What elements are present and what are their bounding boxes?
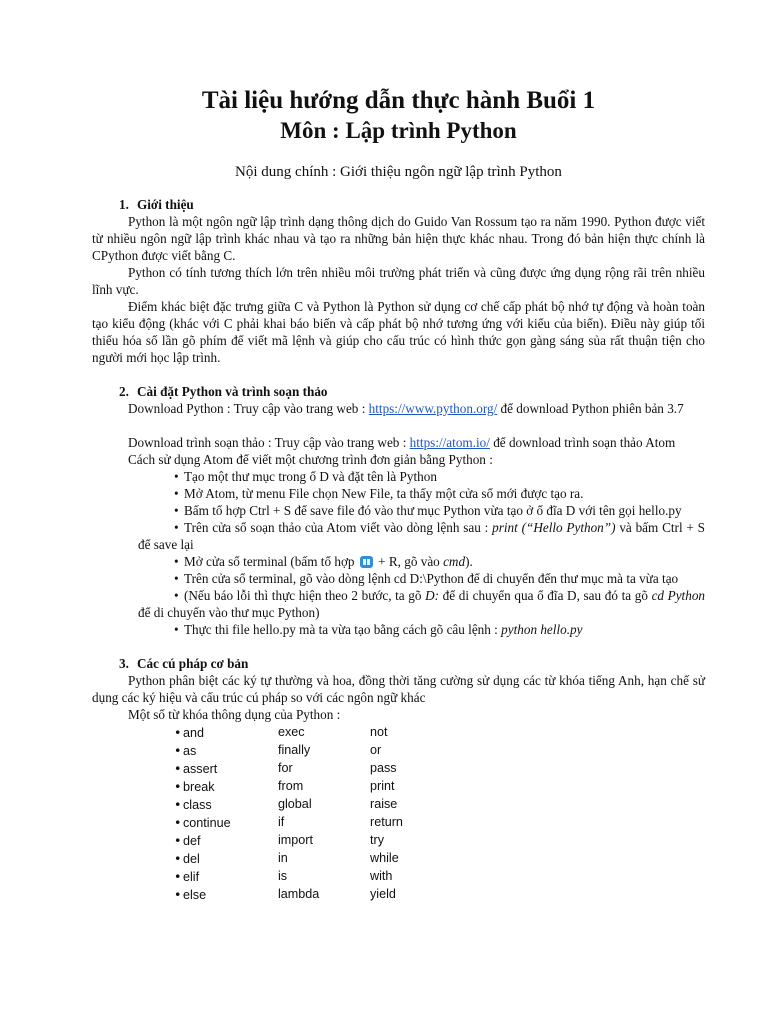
keyword-cell xyxy=(278,760,370,778)
keyword-cell xyxy=(278,868,370,886)
table-row xyxy=(174,760,403,778)
section-2-heading xyxy=(119,383,705,400)
table-row xyxy=(174,814,403,832)
text: Download trình soạn thảo : Truy cập vào trang web : xyxy=(128,435,410,450)
text: Tạo một thư mục trong ổ D và đặt tên là Python xyxy=(184,469,437,484)
bullet-icon: • xyxy=(174,761,182,776)
keyword-cell xyxy=(278,886,370,904)
list-item xyxy=(92,553,705,570)
keyword: yield xyxy=(370,887,396,901)
bullet-icon: • xyxy=(174,887,182,902)
keyword-cell xyxy=(278,850,370,868)
text: để di chuyển vào thư mục Python) xyxy=(138,605,320,620)
keyword: is xyxy=(278,869,288,883)
spacer xyxy=(92,366,705,383)
section-3-heading xyxy=(119,655,705,672)
keyword: break xyxy=(183,780,215,794)
spacer xyxy=(92,638,705,655)
list-item xyxy=(92,519,705,553)
keyword: for xyxy=(278,761,293,775)
download-atom-paragraph xyxy=(92,434,705,451)
bullet-icon: • xyxy=(174,520,179,535)
keyword: if xyxy=(278,815,285,829)
keyword: not xyxy=(370,725,388,739)
text: Mở Atom, từ menu File chọn New File, ta thấy một cửa sổ mới được tạo ra. xyxy=(184,486,584,501)
document-title: Tài liệu hướng dẫn thực hành Buổi 1 xyxy=(201,87,596,114)
keyword-cell xyxy=(278,724,370,742)
section-1-heading xyxy=(119,196,705,213)
bullet-icon: • xyxy=(174,851,182,866)
keyword: from xyxy=(278,779,304,793)
keyword-cell xyxy=(278,742,370,760)
keyword: with xyxy=(370,869,393,883)
paragraph: Python phân biệt các ký tự thường và hoa, đồng thời tăng cường sử dụng các từ khóa tiếng Anh, hạn chế sử dụng các ký hiệu và cấu trúc cú pháp so với các ngôn ngữ khác xyxy=(92,673,705,705)
keyword: del xyxy=(183,852,200,866)
code-text: cd Python xyxy=(651,588,706,603)
keyword: def xyxy=(183,834,201,848)
keyword-cell xyxy=(174,850,278,868)
text: Mở cửa sổ terminal (bấm tổ hợp xyxy=(184,554,358,569)
keyword: elif xyxy=(183,870,200,884)
keyword-cell xyxy=(370,778,403,796)
keyword-cell xyxy=(174,796,278,814)
text: Trên cửa sổ soạn thảo của Atom viết vào dòng lệnh sau : xyxy=(184,520,493,535)
bullet-icon: • xyxy=(174,503,179,518)
keyword-cell xyxy=(370,796,403,814)
bullet-icon: • xyxy=(174,622,179,637)
keywords-table-body xyxy=(174,724,403,904)
code-text: cmd xyxy=(443,554,466,569)
bullet-icon: • xyxy=(174,743,182,758)
section-number: 2. xyxy=(119,384,129,399)
bullet-icon: • xyxy=(174,869,182,884)
keyword-cell xyxy=(174,886,278,904)
keyword: while xyxy=(370,851,399,865)
code-text: python hello.py xyxy=(501,622,583,637)
table-row xyxy=(174,868,403,886)
keyword-cell xyxy=(370,832,403,850)
paragraph: Python có tính tương thích lớn trên nhiều môi trường phát triển và cũng được ứng dụng rộng rãi trên nhiều lĩnh vực. xyxy=(92,265,705,297)
bullet-icon: • xyxy=(174,779,182,794)
keyword-cell xyxy=(370,760,403,778)
keyword: and xyxy=(183,726,205,740)
keyword: assert xyxy=(183,762,218,776)
list-item xyxy=(92,570,705,587)
atom-io-link[interactable]: https://atom.io/ xyxy=(409,435,490,450)
text: (Nếu báo lỗi thì thực hiện theo 2 bước, ta gõ xyxy=(184,588,426,603)
keyword-cell xyxy=(370,724,403,742)
table-row xyxy=(174,796,403,814)
section-number: 1. xyxy=(119,197,129,212)
keyword: print xyxy=(370,779,395,793)
keyword: finally xyxy=(278,743,311,757)
keyword-cell xyxy=(370,850,403,868)
keywords-table xyxy=(174,724,403,904)
section-title: Các cú pháp cơ bản xyxy=(137,656,249,671)
text: để di chuyển qua ổ đĩa D, sau đó ta gõ xyxy=(439,588,652,603)
atom-steps-list xyxy=(92,468,705,638)
keyword-cell xyxy=(370,742,403,760)
text: Bấm tổ hợp Ctrl + S để save file đó vào thư mục Python vừa tạo ở ổ đĩa D với tên gọi hello.py xyxy=(184,503,682,518)
keyword: raise xyxy=(370,797,398,811)
keyword: global xyxy=(278,797,312,811)
keyword: import xyxy=(278,833,313,847)
paragraph: Python là một ngôn ngữ lập trình dạng thông dịch do Guido Van Rossum tạo ra năm 1990. Python được viết từ nhiều ngôn ngữ lập trình khác nhau và tạo ra những bản hiện thực khác nhau. Trong đó bản hiện thực chính là CPython được viết bằng C. xyxy=(92,214,705,263)
keyword: as xyxy=(183,744,197,758)
keyword: pass xyxy=(370,761,397,775)
text: Download Python : Truy cập vào trang web : xyxy=(128,401,369,416)
text: Thực thi file hello.py mà ta vừa tạo bằng cách gõ câu lệnh : xyxy=(184,622,502,637)
list-item xyxy=(92,468,705,485)
paragraph: Điểm khác biệt đặc trưng giữa C và Python là Python sử dụng cơ chế cấp phát bộ nhớ tự động và hoàn toàn tạo kiểu động (khác với C phải khai báo biến và cấp phát bộ nhớ tương ứng với kiểu của biến). Điều này giúp tối thiểu hóa số lần gõ phím để viết mã lệnh và giúp cho cấu trúc có hình thức gọn gàng sáng sủa rất thuận tiện cho người mới học lập trình. xyxy=(92,299,705,365)
bullet-icon: • xyxy=(174,554,179,569)
keyword-cell xyxy=(174,868,278,886)
bullet-icon: • xyxy=(174,571,179,586)
spacer xyxy=(92,417,705,434)
keyword-cell xyxy=(370,886,403,904)
keyword: or xyxy=(370,743,382,757)
keyword: continue xyxy=(183,816,231,830)
table-row xyxy=(174,742,403,760)
section-number: 3. xyxy=(119,656,129,671)
keyword: in xyxy=(278,851,288,865)
keyword-cell xyxy=(174,724,278,742)
text: để download Python phiên bản 3.7 xyxy=(497,401,684,416)
bullet-icon: • xyxy=(174,486,179,501)
document-page xyxy=(92,86,705,904)
bullet-icon: • xyxy=(174,815,182,830)
text: ). xyxy=(465,554,473,569)
text: để download trình soạn thảo Atom xyxy=(489,435,676,450)
list-item xyxy=(92,587,705,621)
table-row xyxy=(174,832,403,850)
course-title: Môn : Lập trình Python xyxy=(280,118,517,143)
bullet-icon: • xyxy=(174,469,179,484)
table-row xyxy=(174,778,403,796)
keyword: class xyxy=(183,798,212,812)
table-row xyxy=(174,724,403,742)
keyword: else xyxy=(183,888,207,902)
keyword: try xyxy=(370,833,384,847)
download-python-paragraph xyxy=(92,400,705,417)
text: và bấm Ctrl + S để save lại xyxy=(138,520,705,552)
list-item xyxy=(92,502,705,519)
keyword-cell xyxy=(370,868,403,886)
keyword-cell xyxy=(174,742,278,760)
text: + R, gõ vào xyxy=(374,554,444,569)
list-item xyxy=(92,485,705,502)
windows-key-icon xyxy=(360,556,373,568)
python-org-link[interactable]: https://www.python.org/ xyxy=(368,401,498,416)
section-title: Giới thiệu xyxy=(137,197,194,212)
keyword-cell xyxy=(278,778,370,796)
keyword-cell xyxy=(278,814,370,832)
bullet-icon: • xyxy=(174,797,182,812)
keyword-cell xyxy=(174,778,278,796)
keyword: return xyxy=(370,815,403,829)
keyword: lambda xyxy=(278,887,320,901)
keyword-cell xyxy=(174,814,278,832)
list-item xyxy=(92,621,705,638)
bullet-icon: • xyxy=(174,588,179,603)
keyword-cell xyxy=(278,796,370,814)
keyword-cell xyxy=(174,832,278,850)
keyword-cell xyxy=(174,760,278,778)
code-text: D: xyxy=(425,588,440,603)
bullet-icon: • xyxy=(174,725,182,740)
section-title: Cài đặt Python và trình soạn thảo xyxy=(137,384,328,399)
text: Trên cửa sổ terminal, gõ vào dòng lệnh cd D:\Python để di chuyển đến thư mục mà ta vừa tạo xyxy=(184,571,679,586)
document-subtitle: Nội dung chính : Giới thiệu ngôn ngữ lập trình Python xyxy=(235,164,562,180)
keyword: exec xyxy=(278,725,305,739)
keywords-intro: Một số từ khóa thông dụng của Python : xyxy=(128,707,341,722)
atom-usage-intro: Cách sử dụng Atom để viết một chương trình đơn giản bằng Python : xyxy=(128,452,493,467)
code-text: print (“Hello Python”) xyxy=(492,520,616,535)
bullet-icon: • xyxy=(174,833,182,848)
table-row xyxy=(174,886,403,904)
keyword-cell xyxy=(278,832,370,850)
table-row xyxy=(174,850,403,868)
keyword-cell xyxy=(370,814,403,832)
